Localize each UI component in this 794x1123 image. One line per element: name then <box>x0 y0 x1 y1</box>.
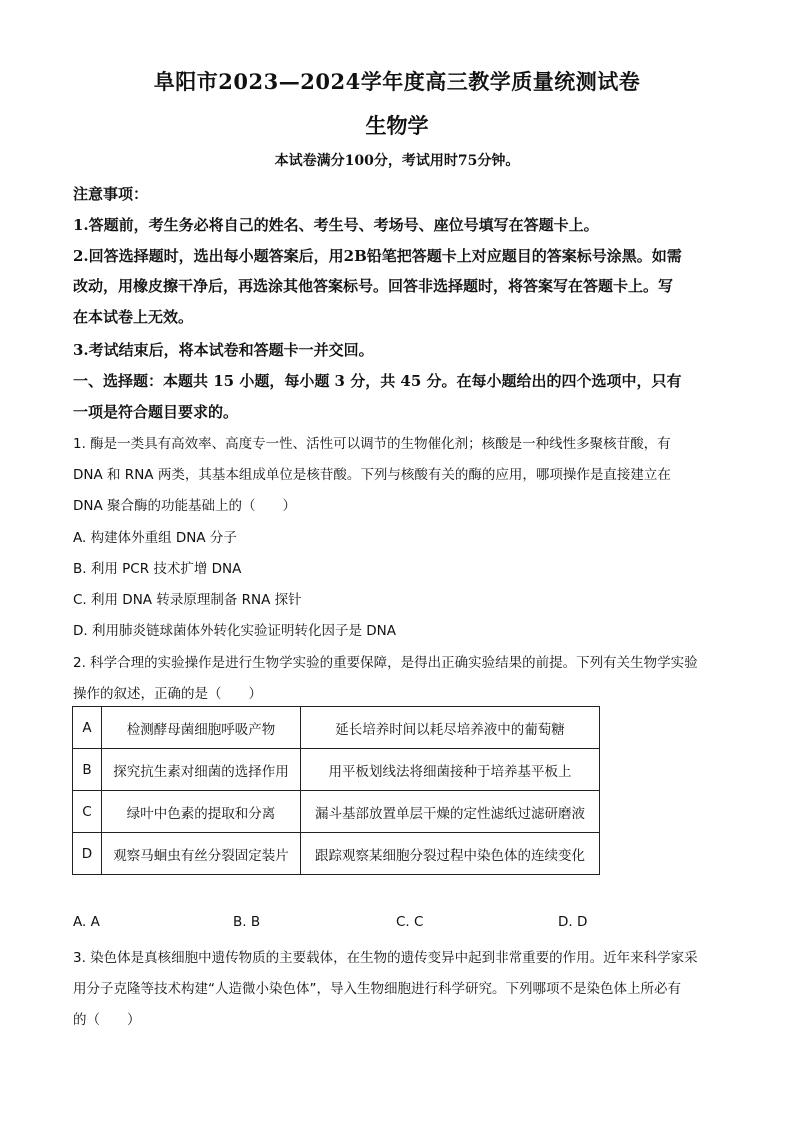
question-1-option-c: C. 利用 DNA 转录原理制备 RNA 探针 <box>73 592 302 608</box>
section-heading: 一项是符合题目要求的。 <box>73 403 239 421</box>
question-1-stem: 1. 酶是一类具有高效率、高度专一性、活性可以调节的生物催化剂；核酸是一种线性多聚核苷酸，有 <box>73 436 671 452</box>
table-cell-key: D <box>73 833 102 875</box>
table-cell-operation: 用平板划线法将细菌接种于培养基平板上 <box>301 749 600 791</box>
table-cell-experiment: 检测酵母菌细胞呼吸产物 <box>102 707 301 749</box>
question-3-stem: 用分子克隆等技术构建“人造微小染色体”，导入生物细胞进行科学研究。下列哪项不是染色体上所必有 <box>73 981 681 997</box>
table-row <box>73 791 600 833</box>
question-1-stem: DNA 和 RNA 两类，其基本组成单位是核苷酸。下列与核酸有关的酶的应用，哪项操作是直接建立在 <box>73 467 671 483</box>
table-cell-operation: 漏斗基部放置单层干燥的定性滤纸过滤研磨液 <box>301 791 600 833</box>
table-row <box>73 707 600 749</box>
table-cell-key: A <box>73 707 102 749</box>
table-cell-operation: 延长培养时间以耗尽培养液中的葡萄糖 <box>301 707 600 749</box>
question-2-answer-b: B. B <box>233 914 261 930</box>
question-1-stem: DNA 聚合酶的功能基础上的（ ） <box>73 498 297 514</box>
subject-title: 生物学 <box>365 113 429 138</box>
notice-line: 改动，用橡皮擦干净后，再选涂其他答案标号。回答非选择题时，将答案写在答题卡上。写 <box>73 277 674 295</box>
notice-line: 在本试卷上无效。 <box>73 308 194 326</box>
table-cell-key: C <box>73 791 102 833</box>
notice-line: 2.回答选择题时，选出每小题答案后，用2B铅笔把答题卡上对应题目的答案标号涂黑。如需 <box>73 247 682 265</box>
question-3-stem: 的（ ） <box>73 1012 141 1028</box>
question-2-stem: 操作的叙述，正确的是（ ） <box>73 686 262 702</box>
question-1-option-d: D. 利用肺炎链球菌体外转化实验证明转化因子是 DNA <box>73 623 396 639</box>
notice-line: 1.答题前，考生务必将自己的姓名、考生号、考场号、座位号填写在答题卡上。 <box>73 216 599 234</box>
question-1-option-b: B. 利用 PCR 技术扩增 DNA <box>73 561 242 577</box>
question-2-table <box>72 706 600 875</box>
table-row <box>73 833 600 875</box>
exam-meta: 本试卷满分100分，考试用时75分钟。 <box>274 153 520 169</box>
exam-title: 阜阳市2023—2024学年度高三教学质量统测试卷 <box>153 69 641 94</box>
table-cell-key: B <box>73 749 102 791</box>
table-cell-experiment: 观察马蛔虫有丝分裂固定装片 <box>102 833 301 875</box>
section-heading: 一、选择题：本题共 15 小题，每小题 3 分，共 45 分。在每小题给出的四个选项中，只有 <box>73 372 682 390</box>
question-1-option-a: A. 构建体外重组 DNA 分子 <box>73 530 237 546</box>
question-2-answer-d: D. D <box>558 914 588 930</box>
table-cell-experiment: 探究抗生素对细菌的选择作用 <box>102 749 301 791</box>
table-cell-operation: 跟踪观察某细胞分裂过程中染色体的连续变化 <box>301 833 600 875</box>
table-cell-experiment: 绿叶中色素的提取和分离 <box>102 791 301 833</box>
question-2-stem: 2. 科学合理的实验操作是进行生物学实验的重要保障，是得出正确实验结果的前提。下列有关生物学实验 <box>73 655 698 671</box>
notice-heading: 注意事项： <box>73 185 149 203</box>
question-2-answer-a: A. A <box>73 914 100 930</box>
question-3-stem: 3. 染色体是真核细胞中遗传物质的主要载体，在生物的遗传变异中起到非常重要的作用。近年来科学家采 <box>73 950 698 966</box>
table-row <box>73 749 600 791</box>
question-2-answer-c: C. C <box>396 914 424 930</box>
notice-line: 3.考试结束后，将本试卷和答题卡一并交回。 <box>73 341 374 359</box>
